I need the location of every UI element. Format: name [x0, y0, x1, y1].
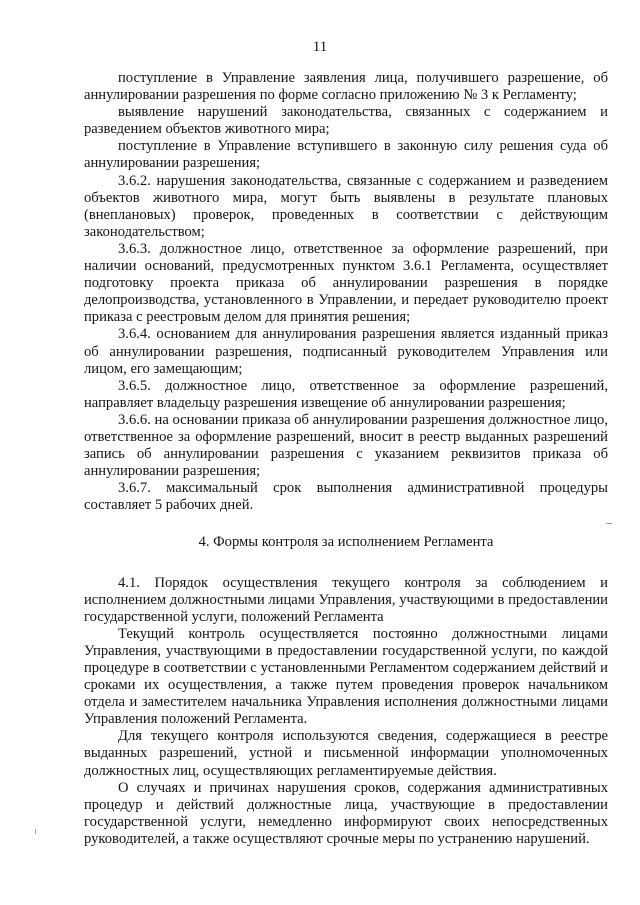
paragraph: Текущий контроль осуществляется постоянно должностными лицами Управления, участвующими в предоставлении государственной услуги, по каждой процедуре в соответствии с установленными Регламентом содержанием действий и сроками их осуществления, а также путем проведения проверок начальником отдела и заместителем начальника Управления исполнения должностными лицами Управления положений Регламента.	[84, 625, 608, 728]
page-number: 11	[312, 39, 328, 55]
paragraph-3-6-7: 3.6.7. максимальный срок выполнения административной процедуры составляет 5 рабочих дней.	[84, 480, 608, 514]
scan-artifact	[606, 523, 612, 524]
paragraph: Для текущего контроля используются сведения, содержащиеся в реестре выданных разрешений, устной и письменной информации уполномоченных должностных лиц, осуществляющих регламентируемые действия.	[84, 728, 608, 779]
paragraph-3-6-4: 3.6.4. основанием для аннулирования разрешения является изданный приказ об аннулировании разрешения, подписанный руководителем Управления или лицом, его замещающим;	[84, 326, 608, 377]
paragraph-4-1: 4.1. Порядок осуществления текущего контроля за соблюдением и исполнением должностными лицами Управления, участвующими в предоставлении государственной услуги, положений Регламента	[84, 574, 608, 625]
paragraph-3-6-5: 3.6.5. должностное лицо, ответственное за оформление разрешений, направляет владельцу разрешения извещение об аннулировании разрешения;	[84, 377, 608, 411]
paragraph-3-6-6: 3.6.6. на основании приказа об аннулировании разрешения должностное лицо, ответственное за оформление разрешений, вносит в реестр выданных разрешений запись об аннулировании разрешения с указанием реквизитов приказа об аннулировании разрешения;	[84, 411, 608, 480]
paragraph-3-6-3: 3.6.3. должностное лицо, ответственное за оформление разрешений, при наличии оснований, предусмотренных пунктом 3.6.1 Регламента, осуществляет подготовку проекта приказа об аннулировании разрешения в порядке делопроизводства, установленного в Управлении, и передает руководителю проект приказа с реестровым делом для принятия решения;	[84, 240, 608, 326]
document-body	[84, 70, 608, 848]
paragraph: выявление нарушений законодательства, связанных с содержанием и разведением объектов животного мира;	[84, 104, 608, 138]
section-heading: 4. Формы контроля за исполнением Регламента	[198, 534, 494, 551]
paragraph: поступление в Управление заявления лица, получившего разрешение, об аннулировании разрешения по форме согласно приложению № 3 к Регламенту;	[84, 70, 608, 104]
paragraph: О случаях и причинах нарушения сроков, содержания административных процедур и действий должностные лица, участвующие в предоставлении государственной услуги, немедленно информируют своих непосредственных руководителей, а также осуществляют срочные меры по устранению нарушений.	[84, 779, 608, 847]
paragraph: поступление в Управление вступившего в законную силу решения суда об аннулировании разрешения;	[84, 138, 608, 172]
scan-artifact	[35, 829, 36, 834]
paragraph-3-6-2: 3.6.2. нарушения законодательства, связанные с содержанием и разведением объектов животного мира, могут быть выявлены в результате плановых (внеплановых) проверок, проведенных в соответствии с действующим законодательством;	[84, 172, 608, 240]
